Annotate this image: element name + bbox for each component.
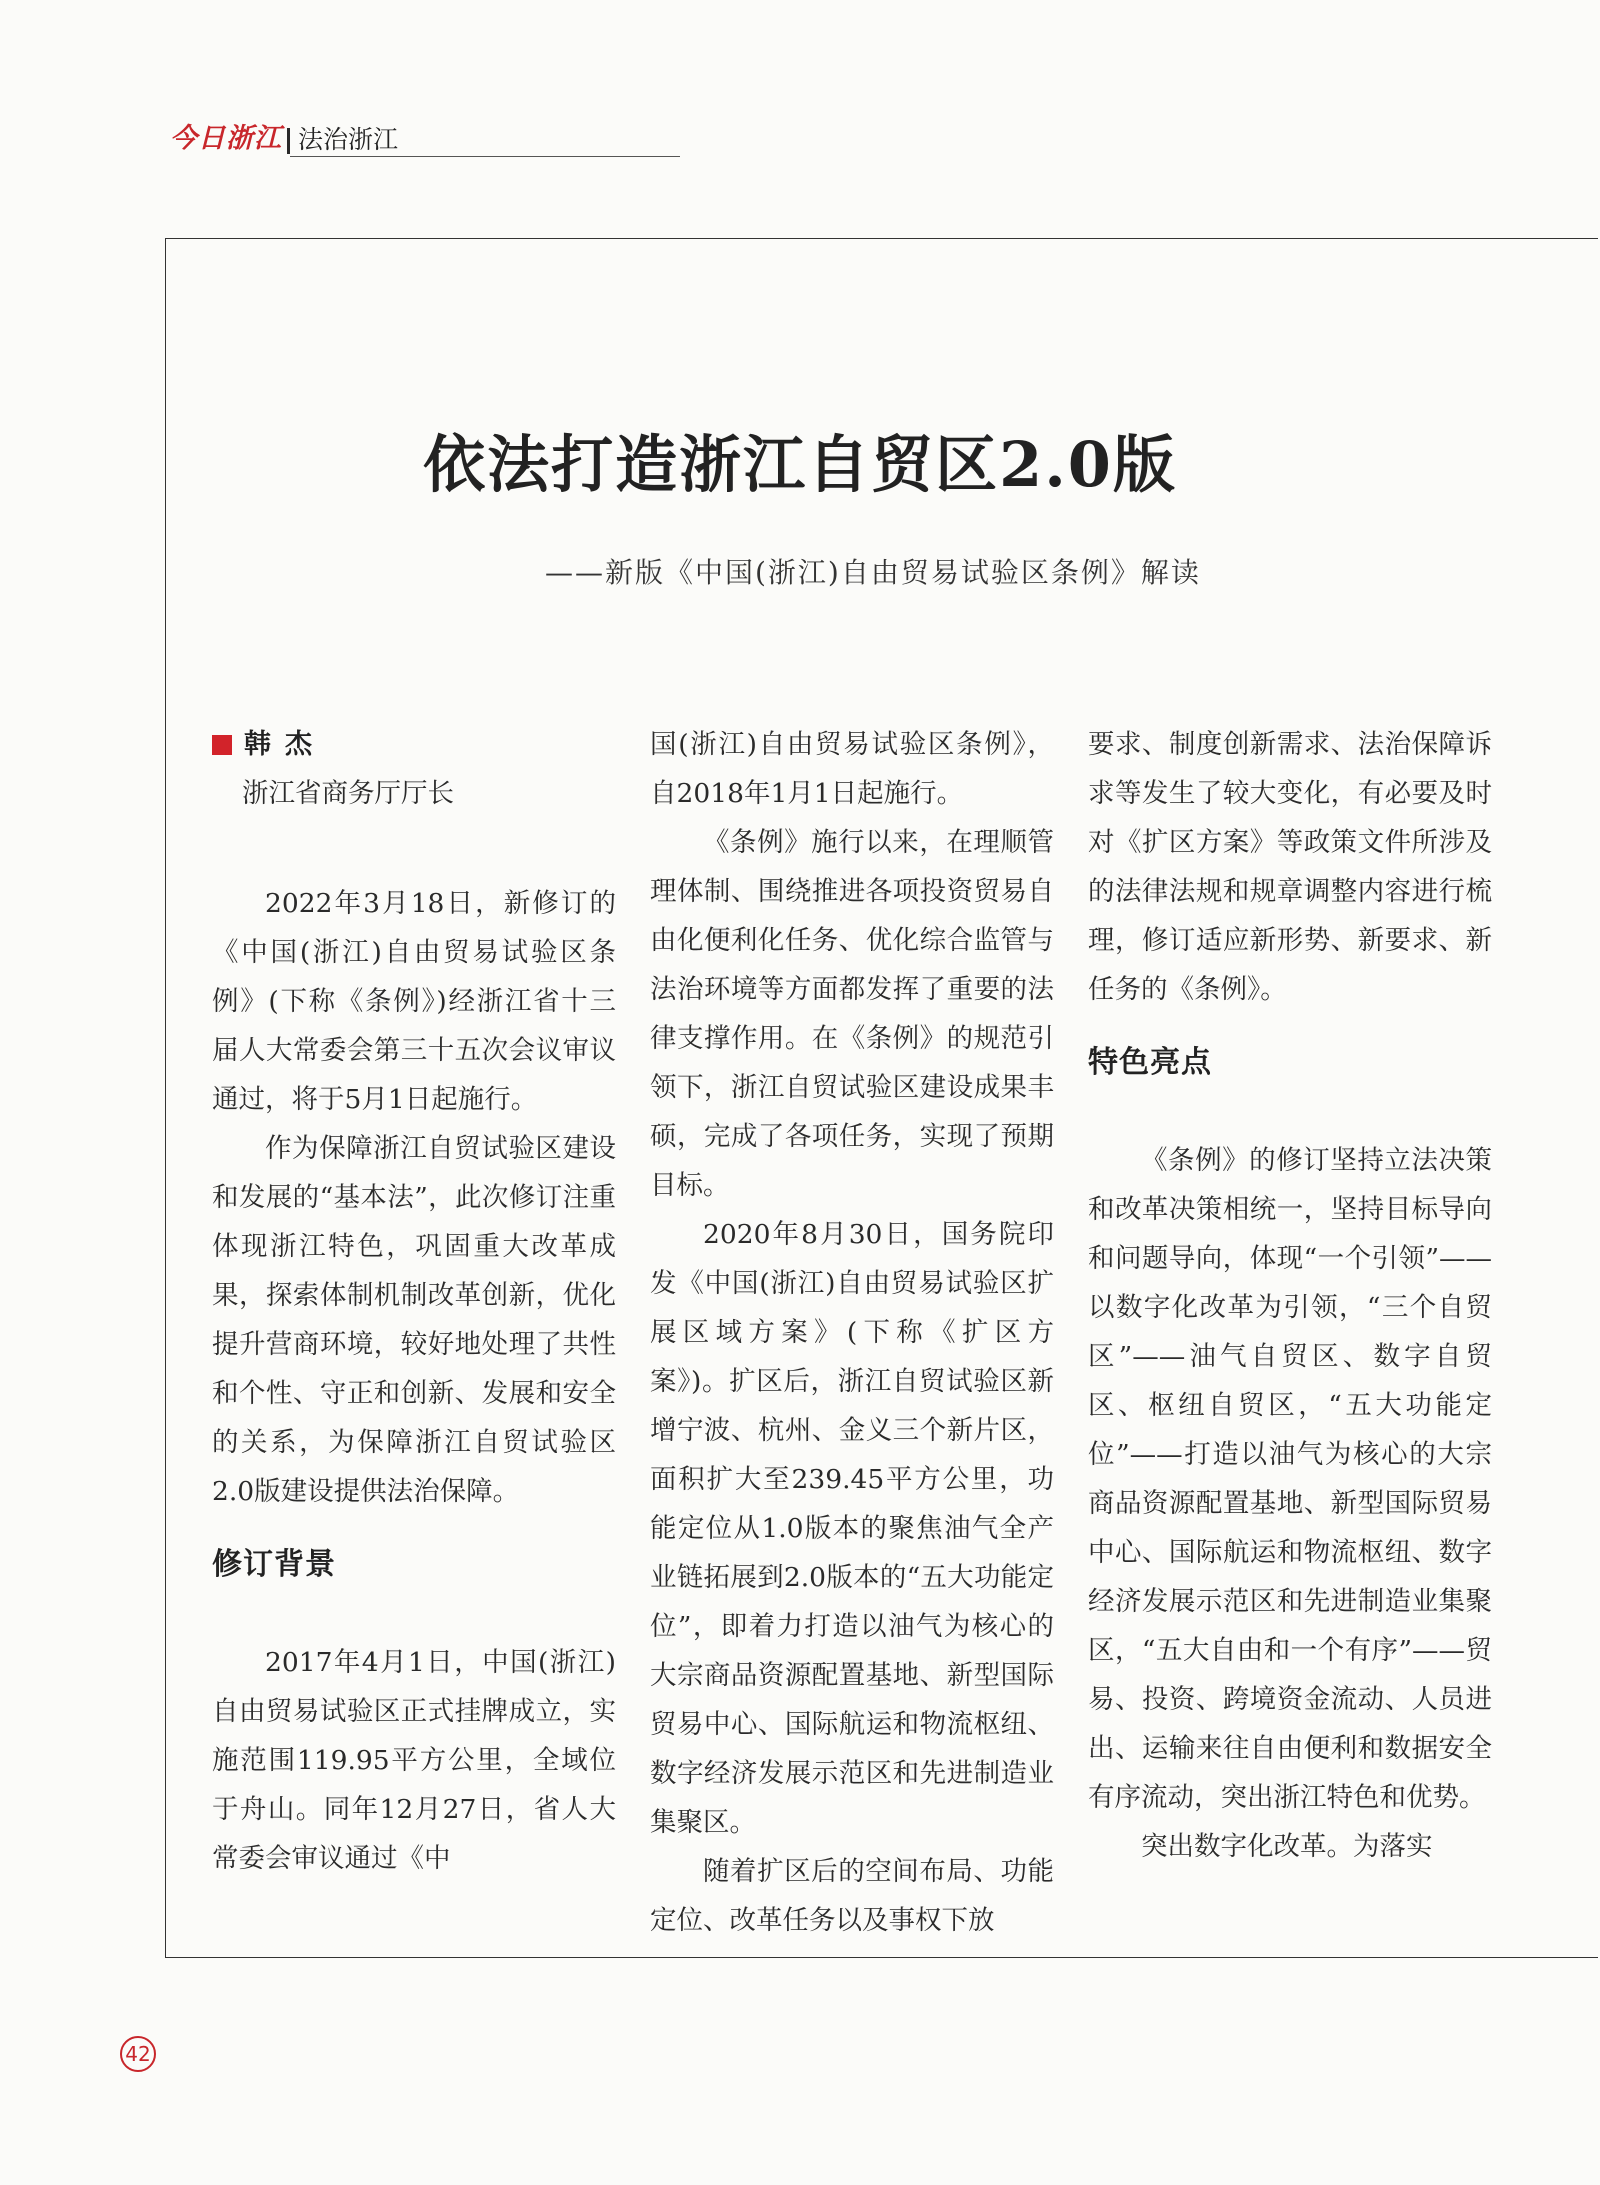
column-3	[1088, 720, 1492, 1871]
paragraph: 2022年3月18日，新修订的《中国(浙江)自由贸易试验区条例》(下称《条例》)经浙江省十三届人大常委会第三十五次会议审议通过，将于5月1日起施行。	[212, 888, 616, 1115]
section-heading: 修订背景	[212, 1547, 336, 1582]
spacer	[1088, 1087, 1492, 1136]
column-1	[212, 720, 616, 1883]
author-name: 韩杰	[244, 729, 326, 760]
section-heading: 特色亮点	[1088, 1045, 1212, 1080]
spacer	[212, 867, 616, 879]
column-2	[650, 720, 1054, 1945]
brand-logo: 今日浙江	[170, 123, 282, 154]
spacer	[212, 1589, 616, 1638]
article-title: 依法打造浙江自贸区2.0版	[423, 428, 1177, 501]
paragraph: 2017年4月1日，中国(浙江)自由贸易试验区正式挂牌成立，实施范围119.95平方公里，全域位于舟山。同年12月27日，省人大常委会审议通过《中	[212, 1647, 616, 1874]
article-subtitle: ——新版《中国(浙江)自由贸易试验区条例》解读	[545, 556, 1201, 589]
page-number: 42	[120, 2036, 156, 2072]
spacer	[1088, 1026, 1492, 1038]
paragraph: 要求、制度创新需求、法治保障诉求等发生了较大变化，有必要及时对《扩区方案》等政策文件所涉及的法律法规和规章调整内容进行梳理，修订适应新形势、新要求、新任务的《条例》。	[1088, 729, 1492, 1005]
spacer	[1088, 1014, 1492, 1026]
paragraph: 《条例》的修订坚持立法决策和改革决策相统一，坚持目标导向和问题导向，体现“一个引领”——以数字化改革为引领，“三个自贸区”——油气自贸区、数字自贸区、枢纽自贸区，“五大功能定位”——打造以油气为核心的大宗商品资源配置基地、新型国际贸易中心、国际航运和物流枢纽、数字经济发展示范区和先进制造业集聚区，“五大自由和一个有序”——贸易、投资、跨境资金流动、人员进出、运输来往自由便利和数据安全有序流动，突出浙江特色和优势。	[1088, 1145, 1492, 1813]
paragraph: 作为保障浙江自贸试验区建设和发展的“基本法”，此次修订注重体现浙江特色，巩固重大改革成果，探索体制机制改革创新，优化提升营商环境，较好地处理了共性和个性、守正和创新、发展和安全的关系，为保障浙江自贸试验区2.0版建设提供法治保障。	[212, 1133, 616, 1507]
spacer	[212, 1516, 616, 1528]
section-name: 法治浙江	[298, 125, 399, 154]
author-byline	[212, 720, 616, 769]
masthead	[170, 124, 510, 160]
spacer	[212, 818, 616, 867]
red-square-icon	[212, 735, 232, 755]
paragraph: 随着扩区后的空间布局、功能定位、改革任务以及事权下放	[650, 1856, 1054, 1936]
paragraph: 2020年8月30日，国务院印发《中国(浙江)自由贸易试验区扩展区域方案》(下称《扩区方案》)。扩区后，浙江自贸试验区新增宁波、杭州、金义三个新片区，面积扩大至239.45平方公里，功能定位从1.0版本的聚焦油气全产业链拓展到2.0版本的“五大功能定位”，即着力打造以油气为核心的大宗商品资源配置基地、新型国际贸易中心、国际航运和物流枢纽、数字经济发展示范区和先进制造业集聚区。	[650, 1219, 1054, 1838]
spacer	[212, 1528, 616, 1540]
masthead-rule	[290, 156, 680, 157]
paragraph: 国(浙江)自由贸易试验区条例》，自2018年1月1日起施行。	[650, 729, 1054, 809]
author-title: 浙江省商务厅厅长	[242, 778, 454, 809]
masthead-divider	[287, 128, 290, 154]
paragraph: 突出数字化改革。为落实	[1141, 1831, 1433, 1862]
paragraph: 《条例》施行以来，在理顺管理体制、围绕推进各项投资贸易自由化便利化任务、优化综合监管与法治环境等方面都发挥了重要的法律支撑作用。在《条例》的规范引领下，浙江自贸试验区建设成果丰硕，完成了各项任务，实现了预期目标。	[650, 827, 1054, 1201]
